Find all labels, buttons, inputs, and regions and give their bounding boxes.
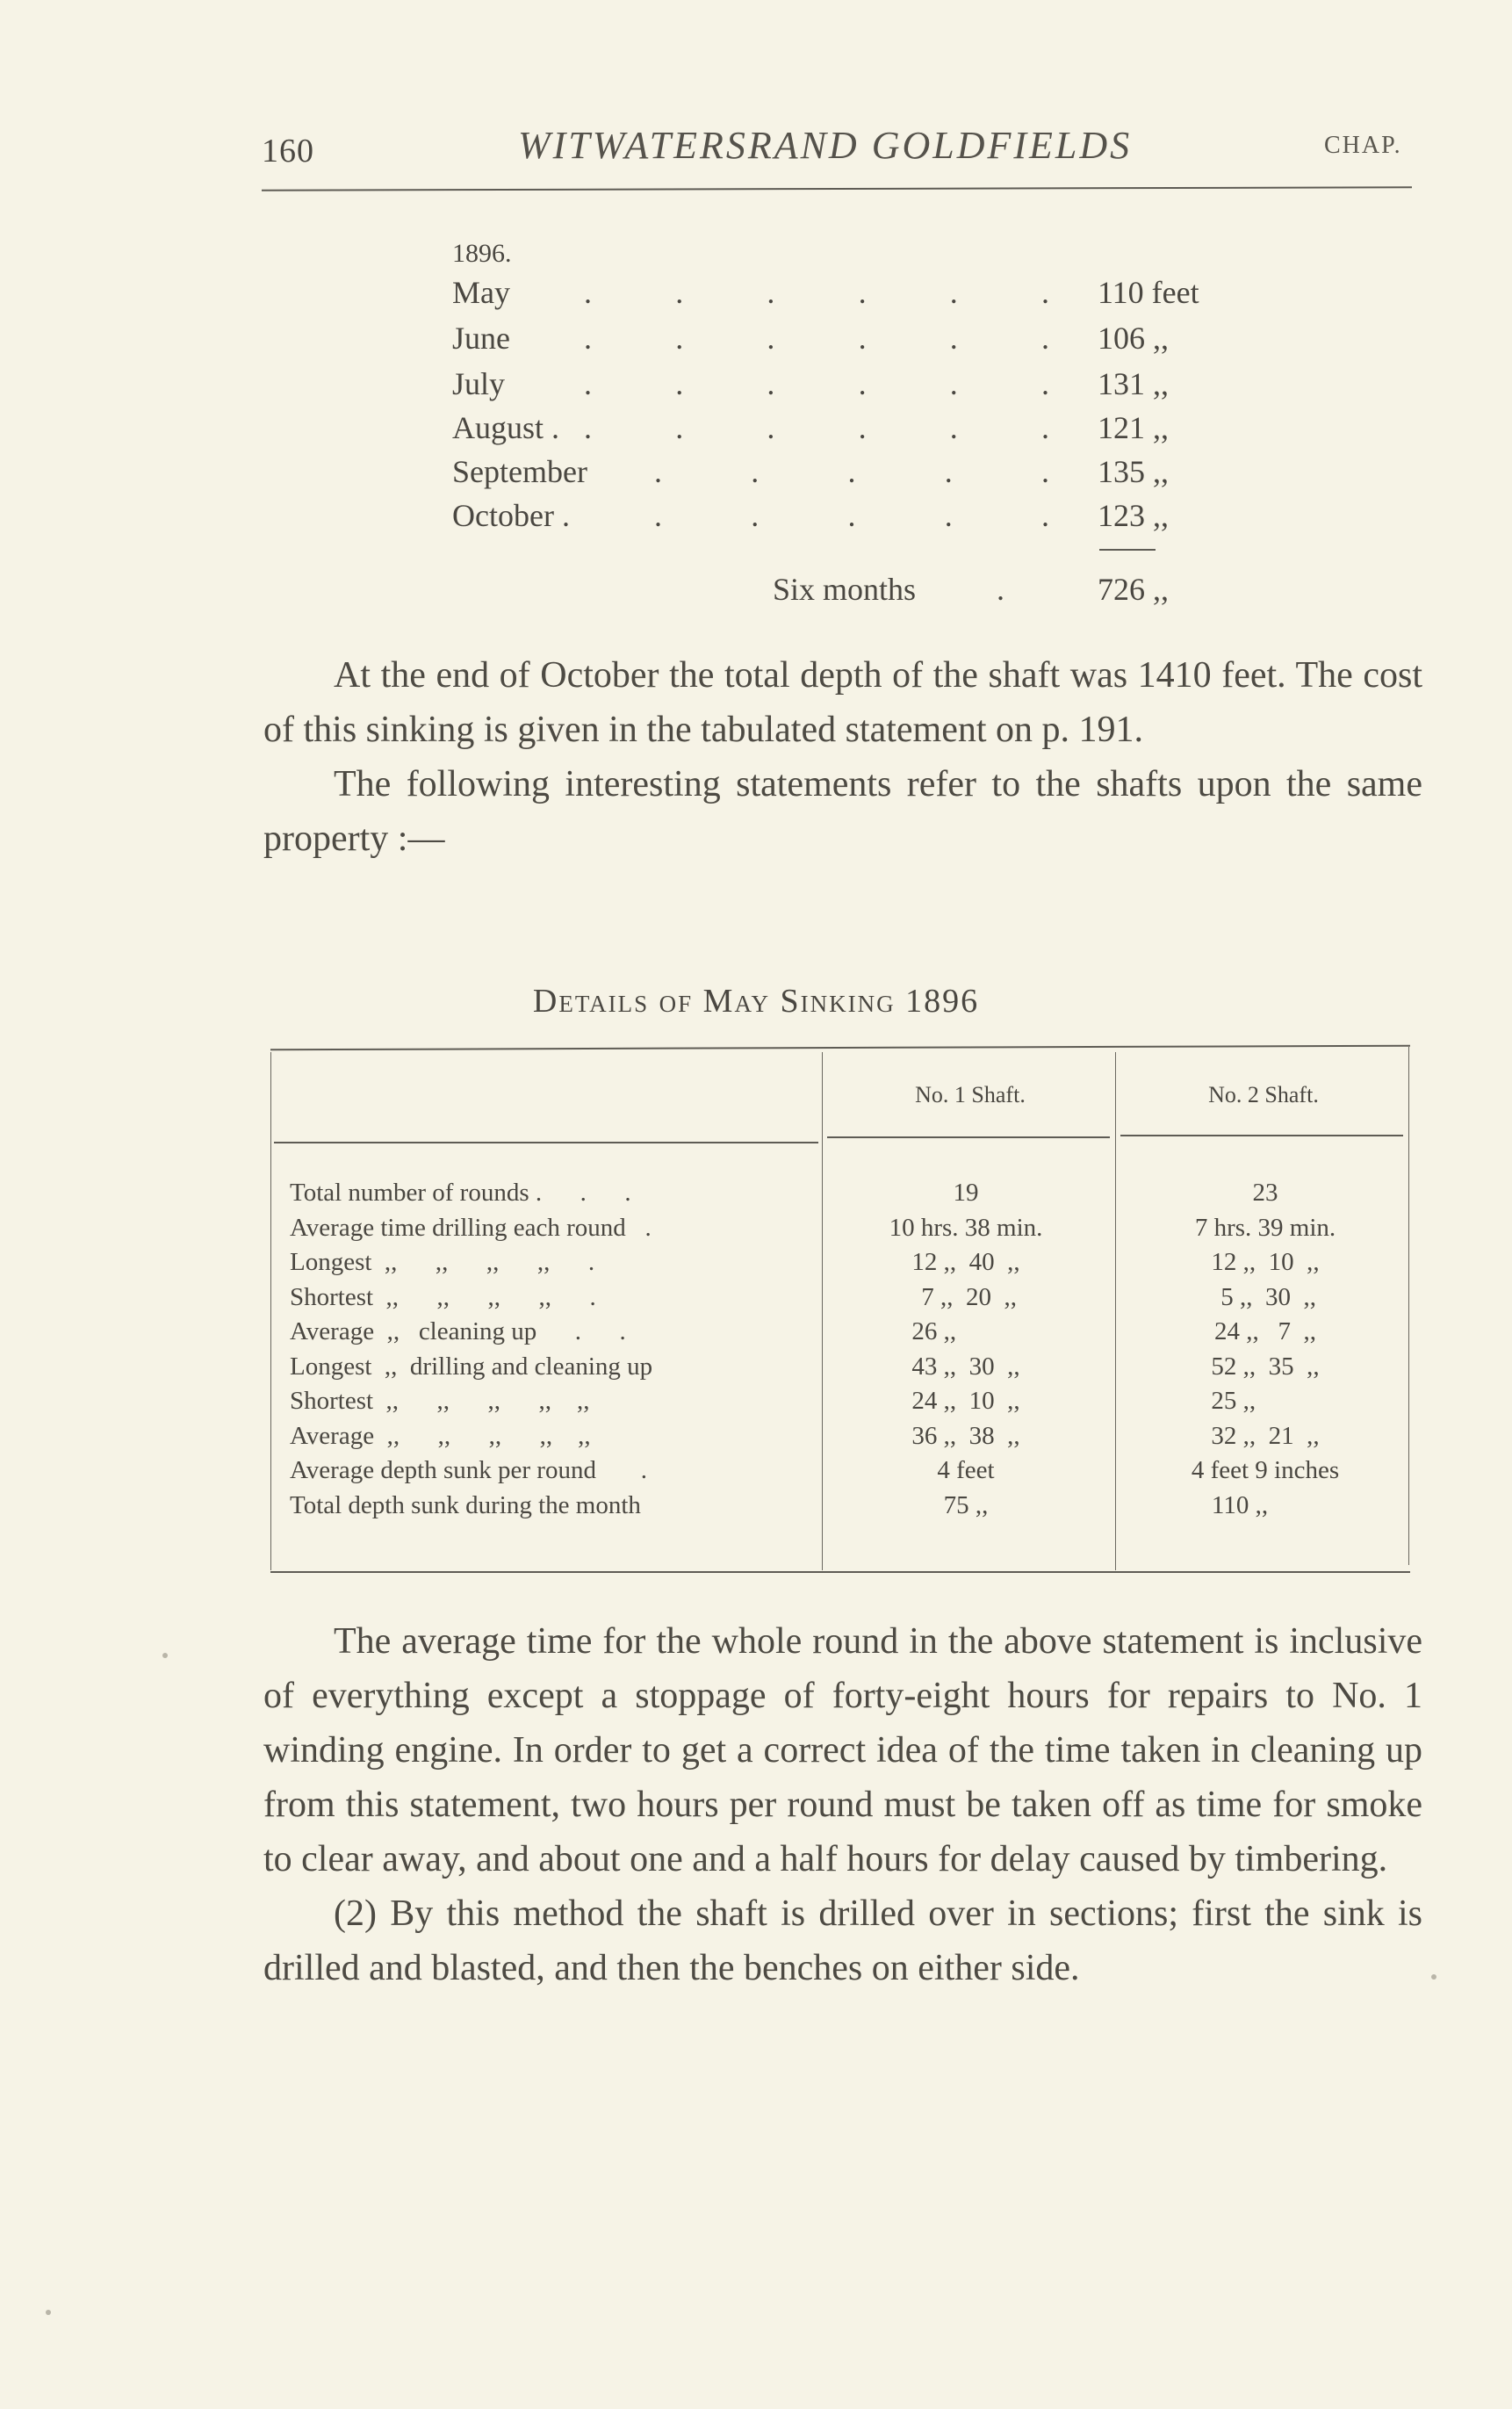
shaft-1-value: 36 ,, 38 ,, [911,1421,1020,1450]
month-name: May [452,275,510,310]
scan-speck [1431,1974,1436,1980]
shaft-1-value: 4 feet [937,1456,995,1484]
header-rule [274,1142,818,1143]
month-name: September [452,454,587,489]
shaft-2-value: 7 hrs. 39 min. [1194,1213,1336,1242]
scan-speck [162,1653,168,1658]
month-row [452,365,1225,411]
shaft-2-value: 24 ,, 7 ,, [1214,1317,1316,1345]
column-header-shaft-2: No. 2 Shaft. [1208,1082,1319,1107]
table-row [270,1179,1410,1214]
table-row [270,1248,1410,1283]
month-name: July [452,366,506,401]
body-text-top [263,648,1422,866]
shaft-1-value: 75 ,, [943,1490,989,1519]
month-row [452,453,1225,499]
body-text-bottom [263,1614,1422,1995]
table-row [270,1491,1410,1526]
month-row [452,497,1225,543]
leader-dots: . . . . . . [584,275,1049,310]
row-label: Average ,, ,, ,, ,, ,, [290,1421,591,1450]
header-rule [262,186,1412,191]
page-number: 160 [262,133,314,169]
row-label: Average depth sunk per round . [290,1456,647,1484]
table-row [270,1214,1410,1249]
year-label: 1896. [452,239,512,268]
leader-dots: . . . . . . [584,410,1049,445]
month-value: 131 ,, [1098,366,1169,401]
table-title: Details of May Sinking 1896 [532,983,980,1020]
row-label: Total depth sunk during the month [290,1490,641,1519]
leader-dot: . [997,572,1004,607]
chapter-label: CHAP. [1324,132,1402,159]
shaft-1-value: 24 ,, 10 ,, [911,1387,1020,1415]
row-label: Longest ,, drilling and cleaning up [290,1352,653,1381]
total-label: Six months [773,572,917,607]
row-label: Average time drilling each round . [290,1213,652,1242]
shaft-2-value: 12 ,, 10 ,, [1211,1248,1320,1276]
leader-dots: . . . . . . [584,366,1049,401]
paragraph: The following interesting statements refer to the shafts upon the same property :— [263,764,1422,859]
leader-dots: . . . . . [654,454,1049,489]
column-header-shaft-1: No. 1 Shaft. [915,1082,1026,1107]
sum-rule [1099,549,1156,551]
month-name: October . [452,498,570,533]
month-value: 106 ,, [1098,321,1169,356]
row-label: Shortest ,, ,, ,, ,, . [290,1282,596,1311]
sinking-details-table [270,1047,1410,1574]
table-bottom-rule [270,1571,1410,1573]
shaft-2-value: 5 ,, 30 ,, [1214,1282,1316,1311]
header-rule [827,1136,1110,1138]
scan-speck [46,2310,51,2315]
row-label: Average ,, cleaning up . . [290,1317,626,1345]
month-value: 121 ,, [1098,410,1169,445]
total-value: 726 ,, [1098,572,1169,607]
paragraph: (2) By this method the shaft is drilled over in sections; first the sink is drilled and blasted, and then the benches on either side. [263,1893,1422,1988]
shaft-2-value: 4 feet 9 inches [1191,1456,1340,1484]
shaft-2-value: 25 ,, [1211,1387,1320,1415]
row-label: Longest ,, ,, ,, ,, . [290,1248,595,1276]
shaft-1-value: 43 ,, 30 ,, [911,1352,1020,1381]
month-row [452,274,1225,320]
shaft-1-value: 7 ,, 20 ,, [915,1282,1017,1311]
row-label: Shortest ,, ,, ,, ,, ,, [290,1387,590,1415]
shaft-2-value: 110 ,, [1211,1490,1320,1519]
shaft-1-value: 10 hrs. 38 min. [889,1213,1043,1242]
table-row [270,1456,1410,1491]
shaft-1-value: 12 ,, 40 ,, [911,1248,1020,1276]
table-row [270,1352,1410,1388]
month-name: August . [452,410,560,445]
month-value: 110 feet [1098,275,1199,310]
running-title: WITWATERSRAND GOLDFIELDS [518,124,1133,167]
table-top-rule [270,1045,1410,1051]
table-row [270,1317,1410,1352]
shaft-1-value: 26 ,, [911,1317,1020,1345]
month-row [452,320,1225,365]
month-row [452,409,1225,455]
header-rule [1120,1135,1403,1136]
table-row [270,1422,1410,1457]
leader-dots: . . . . . [654,498,1049,533]
table-row [270,1387,1410,1422]
shaft-2-value: 32 ,, 21 ,, [1211,1421,1320,1450]
shaft-2-value: 23 [1252,1179,1278,1207]
paragraph: The average time for the whole round in the above statement is inclusive of everything except a stoppage of forty-eight hours for repairs to No. 1 winding engine. In order to get a correct idea of the time taken in cleaning up from this statement, two hours per round must be taken off as time for smoke to clear away, and about one and a half hours for delay caused by timbering. [263,1621,1422,1879]
paragraph: At the end of October the total depth of the shaft was 1410 feet. The cost of this sinking is given in the tabulated statement on p. 191. [263,655,1422,750]
table-row [270,1283,1410,1318]
table-body [270,1179,1410,1525]
leader-dots: . . . . . . [584,321,1049,356]
shaft-1-value: 19 [953,1179,979,1207]
month-name: June [452,321,510,356]
month-value: 135 ,, [1098,454,1169,489]
row-label: Total number of rounds . . . [290,1179,631,1207]
shaft-2-value: 52 ,, 35 ,, [1211,1352,1320,1381]
month-value: 123 ,, [1098,498,1169,533]
